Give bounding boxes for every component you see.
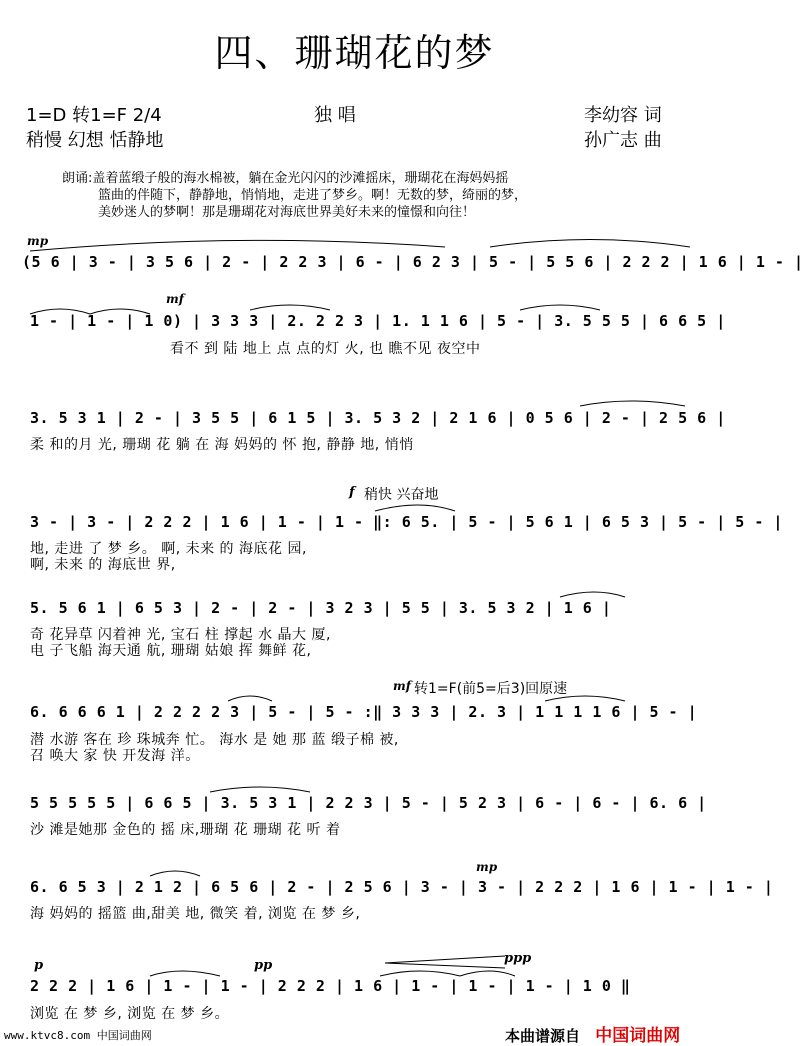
slur-system-4 xyxy=(375,505,455,511)
slur-system-3 xyxy=(580,401,685,406)
notation-system-2: 1 - | 1 - | 1 0) | 3 3 3 | 2. 2 2 3 | 1. 1 1 6 | 5 - | 3. 5 5 5 | 6 6 5 | xyxy=(30,312,726,330)
dynamic-mf: mf xyxy=(166,292,184,306)
lyrics-system-9: 浏览 在 梦 乡, 浏览 在 梦 乡。 xyxy=(30,1006,230,1022)
slur-intro-end xyxy=(490,240,690,248)
slur-system-6 xyxy=(228,696,272,701)
tie-system-2-a xyxy=(30,309,90,314)
notation-system-8: 6. 6 5 3 | 2 1 2 | 6 5 6 | 2 - | 2 5 6 | 3 - | 3 - | 2 2 2 | 1 6 | 1 - | 1 - | xyxy=(30,878,774,896)
footer-url: www.ktvc8.com 中国词曲网 xyxy=(4,1029,152,1042)
hairpin-upper xyxy=(385,956,505,963)
notation-system-7: 5 5 5 5 5 | 6 6 5 | 3. 5 3 1 | 2 2 3 | 5 - | 5 2 3 | 6 - | 6 - | 6. 6 | xyxy=(30,794,707,812)
tempo-change: 稍快 兴奋地 xyxy=(364,487,439,503)
notation-system-1: (5 6 | 3 - | 3 5 6 | 2 - | 2 2 3 | 6 - | 6 2 3 | 5 - | 5 5 6 | 2 2 2 | 1 6 | 1 - | xyxy=(22,253,804,271)
footer-source xyxy=(505,1021,680,1046)
lyrics-system-5-verse-2: 电 子飞船 海天通 航, 珊瑚 姑娘 挥 舞鲜 花, xyxy=(30,643,312,659)
recitation-line-2: 篮曲的伴随下，静静地，悄悄地，走进了梦乡。啊！无数的梦，绮丽的梦， xyxy=(98,188,528,203)
page-title: 四、珊瑚花的梦 xyxy=(214,31,495,75)
lyrics-system-4-verse-2: 啊, 未来 的 海底世 界, xyxy=(30,557,176,573)
lyrics-system-5-verse-1: 奇 花异草 闪着神 光, 宝石 柱 撑起 水 晶大 厦, xyxy=(30,627,331,643)
dynamic-mf-2: mf xyxy=(393,679,411,693)
key-signature: 1=D 转1=F 2/4 xyxy=(26,105,162,126)
recitation-line-3: 美妙迷人的梦啊！那是珊瑚花对海底世界美好未来的憧憬和向往！ xyxy=(98,205,476,220)
lyrics-system-4-verse-1: 地, 走进 了 梦 乡。 啊, 未来 的 海底花 园, xyxy=(30,541,307,557)
lyricist-credit: 李幼容 词 xyxy=(584,105,662,126)
slur-system-7 xyxy=(210,787,310,792)
slur-intro xyxy=(30,240,445,251)
composer-credit: 孙广志 曲 xyxy=(584,130,662,151)
dynamic-p: p xyxy=(34,958,44,973)
dynamic-mp-2: mp xyxy=(476,860,498,874)
slur-system-6-b xyxy=(545,696,625,701)
tie-system-9-c xyxy=(460,971,515,976)
dynamic-f: f xyxy=(349,485,355,500)
dynamic-pp: pp xyxy=(254,958,273,973)
lyrics-system-8: 海 妈妈的 摇篮 曲,甜美 地, 微笑 着, 浏览 在 梦 乡, xyxy=(30,906,361,922)
slur-system-2-c xyxy=(250,305,330,310)
recitation-line-1: 朗诵:盖着蓝缎子般的海水棉被，躺在金光闪闪的沙滩摇床，珊瑚花在海妈妈摇 xyxy=(62,171,509,186)
lyrics-system-6-verse-1: 潜 水游 客在 珍 珠城奔 忙。 海水 是 她 那 蓝 缎子棉 被, xyxy=(30,732,399,748)
notation-system-9: 2 2 2 | 1 6 | 1 - | 1 - | 2 2 2 | 1 6 | 1 - | 1 - | 1 - | 1 0 ‖ xyxy=(30,977,631,995)
lyrics-system-6-verse-2: 召 唤大 家 快 开发海 洋。 xyxy=(30,748,200,764)
slur-system-5 xyxy=(560,592,625,597)
hairpin-lower xyxy=(385,963,505,968)
footer-source-label: 本曲谱源自 xyxy=(505,1027,581,1045)
performance-type: 独 唱 xyxy=(314,105,356,126)
tie-system-9-b xyxy=(380,971,460,976)
lyrics-system-3: 柔 和的月 光, 珊瑚 花 躺 在 海 妈妈的 怀 抱, 静静 地, 悄悄 xyxy=(30,437,414,453)
tie-system-9-a xyxy=(150,971,220,976)
notation-system-3: 3. 5 3 1 | 2 - | 3 5 5 | 6 1 5 | 3. 5 3 2 | 2 1 6 | 0 5 6 | 2 - | 2 5 6 | xyxy=(30,409,726,427)
modulation-note: 转1=F(前5=后3)回原速 xyxy=(414,681,568,697)
lyrics-system-7: 沙 滩是她那 金色的 摇 床,珊瑚 花 珊瑚 花 听 着 xyxy=(30,822,341,838)
dynamic-mp: mp xyxy=(27,234,49,248)
footer-site-name: 中国词曲网 xyxy=(595,1026,681,1046)
tempo-mood: 稍慢 幻想 恬静地 xyxy=(26,130,164,151)
tie-system-2-b xyxy=(90,309,150,314)
lyrics-system-2: 看不 到 陆 地上 点 点的灯 火, 也 瞧不见 夜空中 xyxy=(170,341,481,357)
notation-system-6: 6. 6 6 6 1 | 2 2 2 2 3 | 5 - | 5 - :‖ 3 3 3 | 2. 3 | 1 1 1 1 6 | 5 - | xyxy=(30,703,698,721)
notation-system-4: 3 - | 3 - | 2 2 2 | 1 6 | 1 - | 1 - ‖: 6 5. | 5 - | 5 6 1 | 6 5 3 | 5 - | 5 - | xyxy=(30,513,783,531)
slur-system-2-d xyxy=(520,305,600,310)
slur-system-8 xyxy=(150,871,200,876)
notation-system-5: 5. 5 6 1 | 6 5 3 | 2 - | 2 - | 3 2 3 | 5 5 | 3. 5 3 2 | 1 6 | xyxy=(30,599,612,617)
dynamic-ppp: ppp xyxy=(504,951,532,966)
